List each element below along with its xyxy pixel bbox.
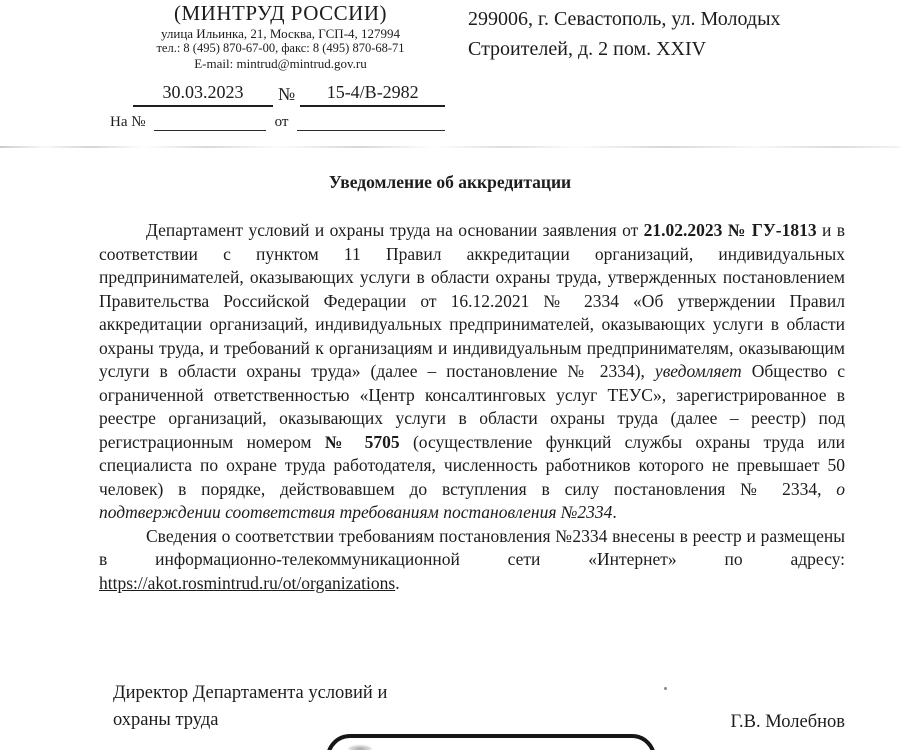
org-email: E-mail: mintrud@mintrud.gov.ru xyxy=(194,56,367,71)
reference-row xyxy=(110,114,445,131)
application-date-number: 21.02.2023 № ГУ-1813 xyxy=(643,220,817,240)
stamp-box xyxy=(326,734,656,750)
scan-fold-artifact xyxy=(0,146,900,148)
registry-url-link[interactable]: https://akot.rosmintrud.ru/ot/organizations xyxy=(99,572,396,593)
text-segment: (осуществление функций службы охраны труда или специалиста по охране труда работодателя, численность работников которого не превышает 50 человек) в порядке, действовавшем до вступления в силу постановления № 2334, xyxy=(99,431,845,499)
text-segment: и в соответствии с пунктом 11 Правил аккредитации организаций, индивидуальных предпринимателей, оказывающих услуги в области охраны труда, утвержденных постановлением Правительства Российской Федерации от 16.12.2021 № 2334 «Об утверждении Правил аккредитации организаций, индивидуальных предпринимателей, оказывающих услуги в области охраны труда, и требований к организациям и индивидуальным предпринимателям, оказывающим услуги в области охраны труда» (далее – постановление № 2334), xyxy=(99,220,845,381)
text-segment: . xyxy=(612,502,617,522)
text-segment: Департамент условий и охраны труда на основании заявления от xyxy=(146,220,644,240)
ministry-letterhead xyxy=(128,1,433,71)
number-sign: № xyxy=(278,84,296,104)
ref-from-label: от xyxy=(274,114,289,130)
ref-number-blank xyxy=(154,114,266,131)
signatory-position xyxy=(113,680,387,734)
org-name: (МИНТРУД РОССИИ) xyxy=(174,1,387,25)
recipient-address xyxy=(468,4,848,64)
signatory-position-line2: охраны труда xyxy=(113,710,219,730)
registration-number: № 5705 xyxy=(324,431,400,452)
signatory-name: Г.В. Молебнов xyxy=(730,712,845,732)
body-paragraph-1 xyxy=(99,219,845,525)
signatory-position-line1: Директор Департамента условий и xyxy=(113,683,388,703)
doc-number: 15-4/В-2982 xyxy=(300,82,445,107)
text-segment: . xyxy=(395,572,400,593)
text-segment: о подтверждении соответствия требованиям постановления №2334 xyxy=(99,478,845,522)
org-phone-fax: тел.: 8 (495) 870-67-00, факс: 8 (495) 870-68-71 xyxy=(156,41,405,55)
text-segment: Общество с ограниченной ответственностью «Центр консалтинговых услуг ТЕУС», зарегистрированное в реестре организаций, оказывающих услуги в области охраны труда (далее – реестр) под регистрационным номером xyxy=(99,361,845,452)
recipient-address-line1: 299006, г. Севастополь, ул. Молодых xyxy=(468,8,781,30)
signature-block xyxy=(113,680,845,734)
doc-date: 30.03.2023 xyxy=(133,82,273,107)
stamp-emblem-mark xyxy=(348,745,372,750)
org-address: улица Ильинка, 21, Москва, ГСП-4, 127994 xyxy=(160,26,401,41)
text-segment: уведомляет xyxy=(654,361,742,381)
scan-speck-artifact xyxy=(664,687,667,690)
recipient-address-line2: Строителей, д. 2 пом. XXIV xyxy=(468,38,707,60)
ref-label: На № xyxy=(110,114,146,130)
doc-title: Уведомление об аккредитации xyxy=(328,172,572,192)
body-paragraph-2 xyxy=(99,525,845,596)
date-number-row xyxy=(133,82,445,107)
text-segment: Сведения о соответствии требованиям постановления №2334 внесены в реестр и размещены в информационно-телекоммуникационной сети «Интернет» по адресу: xyxy=(99,525,845,569)
letter-body xyxy=(99,219,845,595)
ref-date-blank xyxy=(297,114,445,131)
